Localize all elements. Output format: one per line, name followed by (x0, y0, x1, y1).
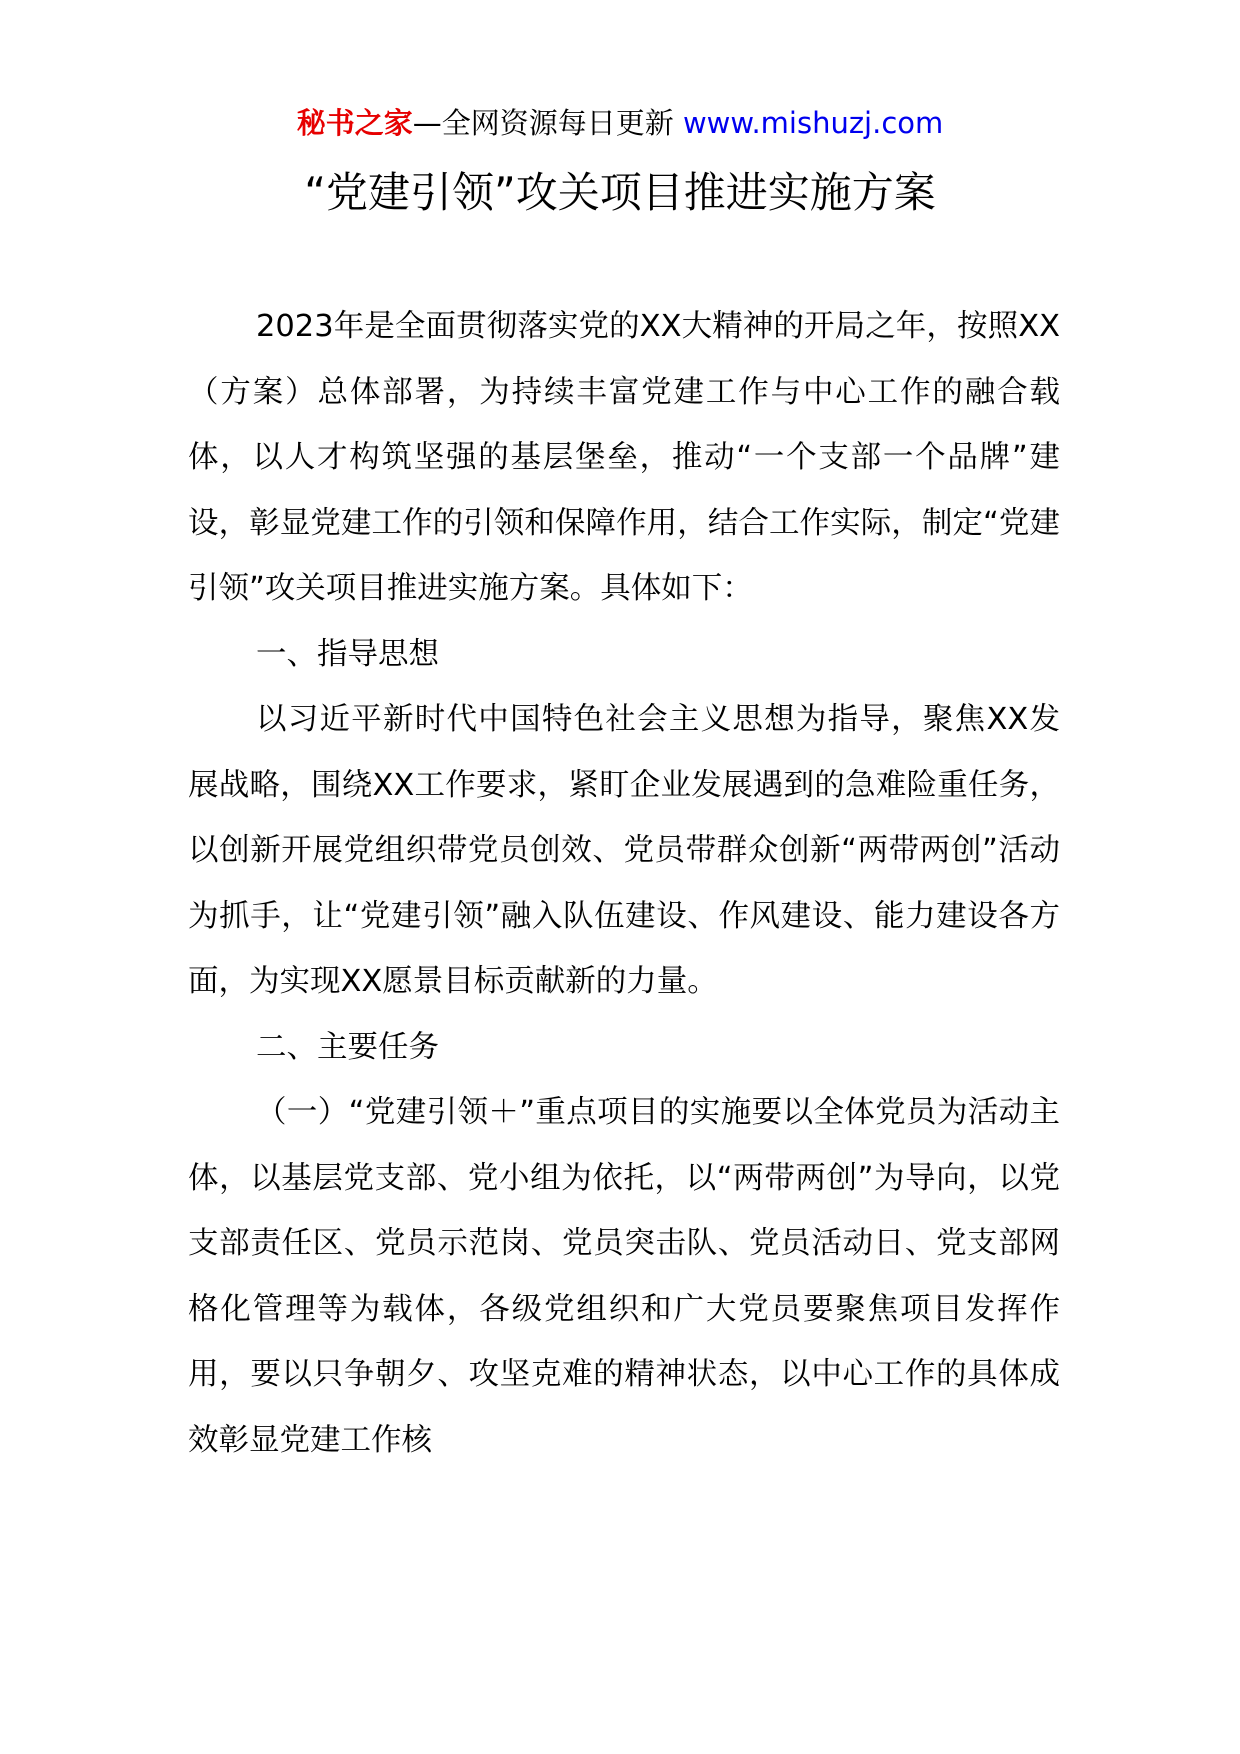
intro-paragraph: 2023年是全面贯彻落实党的XX大精神的开局之年，按照XX（方案）总体部署，为持续丰富党建工作与中心工作的融合载体，以人才构筑坚强的基层堡垒，推动“一个支部一个品牌”建设，彰显党建工作的引领和保障作用，结合工作实际，制定“党建引领”攻关项目推进实施方案。具体如下： (188, 309, 1060, 606)
section-heading-guiding-ideology: 一、指导思想 (256, 636, 439, 672)
document-body (188, 294, 1060, 1473)
site-slogan: —全网资源每日更新 (412, 106, 683, 140)
site-url-link[interactable]: www.mishuzj.com (682, 106, 944, 140)
guiding-ideology-paragraph: 以习近平新时代中国特色社会主义思想为指导，聚焦XX发展战略，围绕XX工作要求，紧盯企业发展遇到的急难险重任务，以创新开展党组织带党员创效、党员带群众创新“两带两创”活动为抓手，让“党建引领”融入队伍建设、作风建设、能力建设各方面，为实现XX愿景目标贡献新的力量。 (188, 702, 1060, 999)
document-title: “党建引领”攻关项目推进实施方案 (304, 168, 936, 217)
site-brand: 秘书之家 (296, 106, 413, 140)
site-header (0, 100, 1240, 146)
main-tasks-paragraph: （一）“党建引领＋”重点项目的实施要以全体党员为活动主体，以基层党支部、党小组为依托，以“两带两创”为导向，以党支部责任区、党员示范岗、党员突击队、党员活动日、党支部网格化管理等为载体，各级党组织和广大党员要聚焦项目发挥作用，要以只争朝夕、攻坚克难的精神状态，以中心工作的具体成效彰显党建工作核 (188, 1095, 1060, 1458)
section-heading-main-tasks: 二、主要任务 (256, 1029, 439, 1065)
